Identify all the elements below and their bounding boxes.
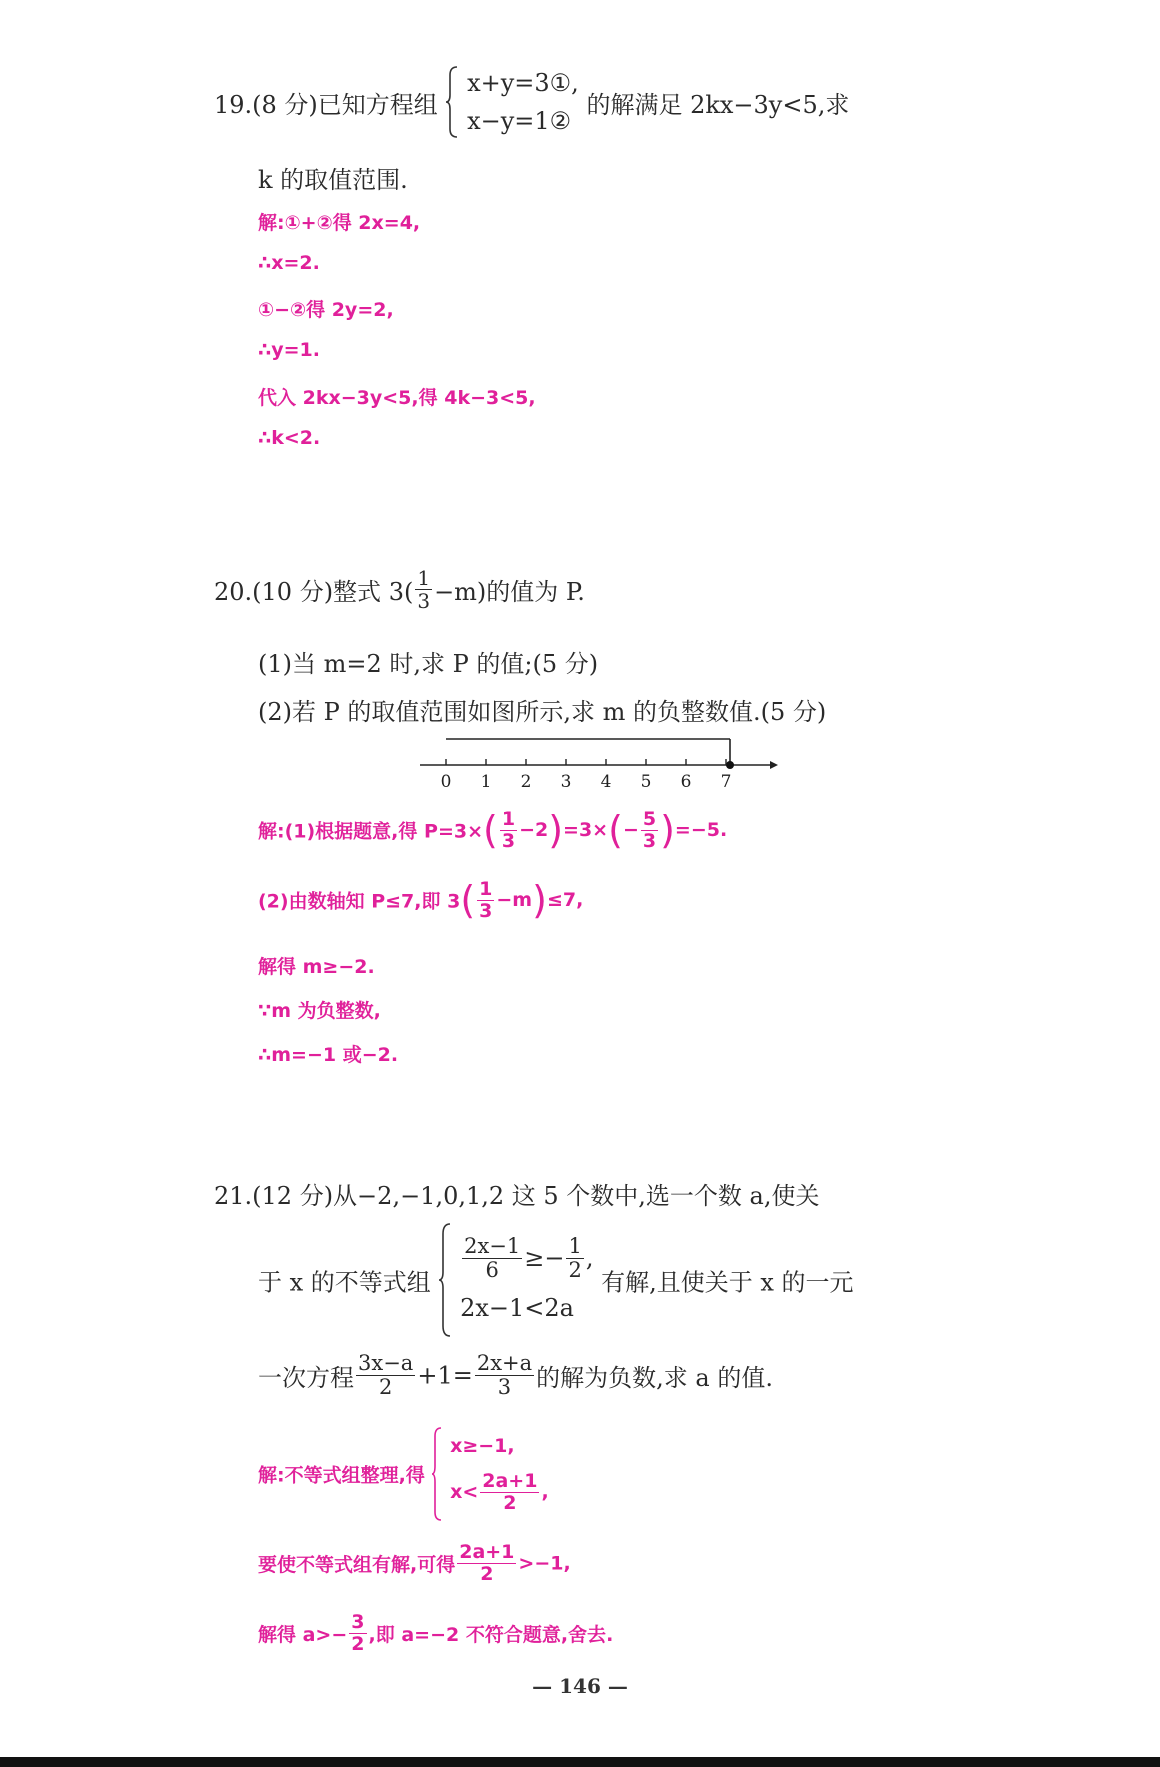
q20-ans1	[258, 808, 727, 852]
q20-ans1-prefix: 解:(1)根据题意,得 P=3×	[258, 820, 484, 843]
frac-den: 2	[378, 1375, 393, 1400]
q21-ineq1	[460, 1235, 593, 1282]
frac-den: 2	[503, 1491, 517, 1514]
q21-line1: 21.(12 分)从−2,−1,0,1,2 这 5 个数中,选一个数 a,使关	[214, 1182, 820, 1210]
q21-ans-system	[450, 1434, 549, 1513]
number-line-tick-label: 1	[480, 772, 492, 792]
q20-ans-line-2: ∵m 为负整数,	[258, 1000, 381, 1022]
q20-ans1-end: =−5.	[674, 819, 728, 841]
q21-ans2-frac	[457, 1542, 516, 1585]
q21-system	[460, 1235, 593, 1326]
q19-eq2: x−y=1②	[467, 107, 572, 136]
q20-ans2	[258, 878, 583, 922]
q21-ans3-frac	[349, 1612, 366, 1655]
q19-answer-line-2: ∴x=2.	[258, 252, 320, 274]
q20-prefix: 20.(10 分)整式 3(	[214, 578, 414, 606]
frac-num: 2a+1	[482, 1469, 538, 1492]
q20-ans2-frac	[477, 879, 494, 922]
q21-ans-sys2	[450, 1471, 549, 1514]
q19-answer-line-1: 解:①+②得 2x=4,	[258, 212, 421, 234]
frac-num: 1	[479, 877, 493, 900]
number-line-tick-label: 2	[520, 772, 532, 792]
q20-ans2-mid: −m	[496, 889, 533, 911]
q21-line2-prefix: 于 x 的不等式组	[258, 1268, 431, 1297]
frac-num: 2a+1	[459, 1541, 515, 1563]
page-number: — 146 —	[532, 1674, 628, 1698]
frac-num: 2x−1	[464, 1233, 521, 1258]
q21-ans-sys2-end: ,	[541, 1481, 549, 1504]
frac-den: 2	[568, 1257, 582, 1282]
left-brace-icon	[438, 1222, 452, 1338]
q20-ans-line-3: ∴m=−1 或−2.	[258, 1044, 399, 1066]
q20-ans1-frac1	[500, 809, 517, 852]
left-brace-icon	[445, 65, 459, 139]
q20-mid: −m)的值为 P.	[434, 578, 585, 606]
q19-system	[467, 64, 579, 141]
q21-line2-suffix: 有解,且使关于 x 的一元	[601, 1268, 854, 1297]
q21-ans-sys1: x≥−1,	[450, 1435, 515, 1458]
q20-ans2-end: ≤7,	[546, 889, 584, 911]
q20-ans2-prefix: (2)由数轴知 P≤7,即 3	[258, 890, 461, 913]
right-paren: )	[532, 878, 547, 922]
frac-den: 2	[480, 1562, 494, 1585]
frac-num: 5	[642, 807, 657, 830]
frac-den: 6	[485, 1257, 499, 1282]
number-line-tick-label: 5	[640, 772, 652, 792]
q20-ans1-eq: =3×	[563, 819, 609, 841]
number-line	[418, 733, 778, 793]
q21-eq-lfrac	[356, 1352, 415, 1399]
q20-part1: (1)当 m=2 时,求 P 的值;(5 分)	[258, 650, 599, 678]
number-line-tick-label: 0	[440, 772, 452, 792]
q21-ans3-end: ,即 a=−2 不符合题意,舍去.	[368, 1623, 614, 1646]
frac-num: 2x+a	[476, 1351, 533, 1375]
q21-eq-mid: +1=	[417, 1361, 473, 1390]
q19-suffix: 的解满足 2kx−3y<5,求	[586, 90, 850, 119]
number-line-tick-label: 3	[560, 772, 572, 792]
q21-line3	[258, 1352, 773, 1399]
q21-eq-rfrac	[475, 1352, 534, 1399]
q20-fraction	[415, 567, 432, 612]
frac-num: 3	[351, 1611, 365, 1633]
left-paren: (	[483, 808, 498, 852]
q19-eq1: x+y=3①,	[467, 69, 579, 97]
frac-den: 3	[479, 899, 493, 922]
q21-line3-prefix: 一次方程	[258, 1364, 354, 1393]
q21-line2	[258, 1222, 854, 1338]
bottom-bar	[0, 1757, 1160, 1767]
q21-ans2-end: >−1,	[518, 1552, 571, 1575]
q19-line2: k 的取值范围.	[258, 166, 408, 194]
q21-ineq1-rfrac	[566, 1235, 583, 1282]
q21-ineq1-end: ,	[585, 1243, 594, 1272]
q21-ans3-prefix: 解得 a>−	[258, 1623, 348, 1646]
q21-ans2	[258, 1542, 571, 1585]
q19-answer-line-5: 代入 2kx−3y<5,得 4k−3<5,	[258, 387, 536, 409]
q21-ineq1-mid: ≥−	[524, 1243, 565, 1272]
left-paren: (	[608, 808, 623, 852]
q21-ans-sys2-prefix: x<	[450, 1481, 479, 1504]
q21-ans2-prefix: 要使不等式组有解,可得	[258, 1553, 456, 1576]
right-paren: )	[548, 808, 564, 852]
q21-ans-sys2-frac	[480, 1471, 539, 1514]
frac-den: 3	[501, 829, 516, 852]
q20-frac-num: 1	[417, 566, 431, 590]
q20-ans1-neg: −	[622, 819, 639, 841]
q21-ans-prefix: 解:不等式组整理,得	[258, 1464, 425, 1487]
number-line-tick-label: 7	[720, 772, 732, 792]
q19-answer-line-3: ①−②得 2y=2,	[258, 299, 394, 321]
q20-ans1-frac2	[641, 809, 658, 852]
frac-num: 1	[501, 807, 516, 830]
q21-ans3	[258, 1612, 613, 1655]
q20-statement	[214, 567, 585, 612]
q21-ineq1-lfrac	[462, 1235, 522, 1282]
frac-num: 1	[568, 1233, 582, 1258]
right-paren: )	[660, 808, 675, 852]
frac-den: 3	[642, 829, 657, 852]
number-line-endpoint	[726, 761, 734, 769]
frac-den: 3	[497, 1375, 512, 1400]
q20-ans-line-1: 解得 m≥−2.	[258, 956, 375, 978]
number-line-tick-label: 6	[680, 772, 692, 792]
q21-ans1	[258, 1426, 549, 1522]
q20-ans1-mid: −2	[519, 819, 549, 841]
q19-statement	[214, 64, 849, 141]
q21-line3-suffix: 的解为负数,求 a 的值.	[536, 1364, 773, 1393]
q20-part2: (2)若 P 的取值范围如图所示,求 m 的负整数值.(5 分)	[258, 698, 827, 726]
q19-answer-line-6: ∴k<2.	[258, 427, 321, 449]
left-paren: (	[460, 878, 476, 922]
left-brace-icon	[431, 1426, 443, 1522]
number-line-tick-label: 4	[600, 772, 612, 792]
frac-den: 2	[351, 1632, 365, 1655]
q19-answer-line-4: ∴y=1.	[258, 339, 320, 361]
q20-frac-den: 3	[417, 589, 431, 613]
q19-prefix: 19.(8 分)已知方程组	[214, 90, 438, 119]
q21-ineq2: 2x−1<2a	[460, 1293, 574, 1322]
frac-num: 3x−a	[358, 1351, 414, 1375]
